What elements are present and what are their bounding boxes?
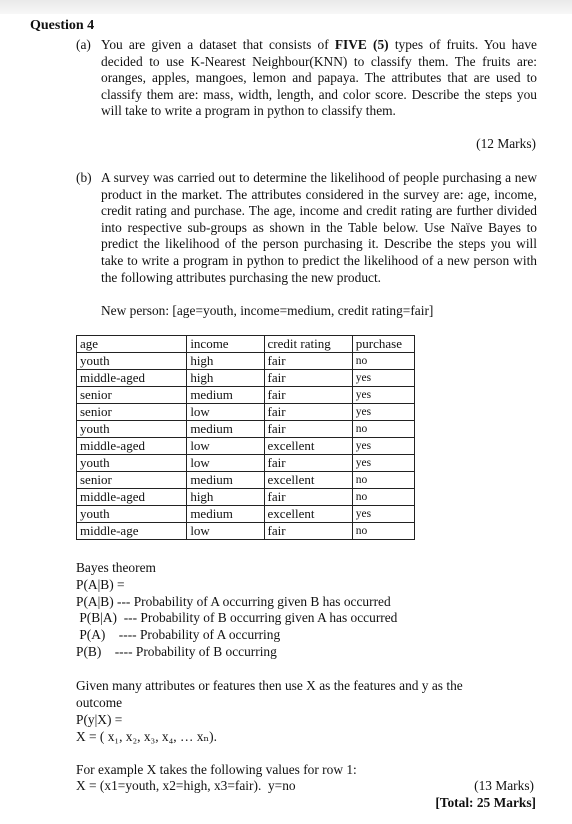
part-a-marks: (12 Marks) [476,136,536,151]
example-line-1: For example X takes the following values for row 1: [76,762,357,777]
table-cell: excellent [264,506,352,523]
table-cell: yes [352,404,414,421]
table-cell: high [187,353,264,370]
table-row [77,404,415,421]
table-cell: yes [352,387,414,404]
bayes-formula: P(A|B) = [76,577,125,592]
table-cell: no [352,472,414,489]
table-row [77,353,415,370]
table-row [77,489,415,506]
table-cell: medium [187,472,264,489]
table-cell: excellent [264,472,352,489]
table-cell: senior [77,387,187,404]
table-cell: no [352,353,414,370]
table-cell: fair [264,353,352,370]
table-cell: middle-age [77,523,187,540]
table-row [77,455,415,472]
table-cell: yes [352,455,414,472]
question-title: Question 4 [30,18,95,33]
table-cell: fair [264,455,352,472]
table-cell: middle-aged [77,438,187,455]
table-header-cell: credit rating [264,336,352,353]
features-line-2: outcome [76,695,123,710]
table-cell: fair [264,370,352,387]
part-b-marks: (13 Marks) [474,778,534,793]
table-cell: yes [352,438,414,455]
table-cell: no [352,489,414,506]
table-cell: yes [352,370,414,387]
table-cell: youth [77,353,187,370]
part-a-text-suffix: types of fruits. You have decided to use K-Nearest Neighbour(KNN) to classify them. The fruits are: oranges, apples, mangoes, lemon and papaya. The attributes that are used to classify them are: mass, width, length, and color score. Describe the steps you will take to write a program in python to classify them. [101,37,537,119]
part-b-text: A survey was carried out to determine the likelihood of people purchasing a new product in the market. The attributes considered in the survey are: age, income, credit rating and purchase. The age, income and credit rating are further divided into respective sub-groups as shown in the Table below. Use Naïve Bayes to predict the likelihood of the person purchasing it. Describe the steps you will take to write a program in python to predict the likelihood of a new person with the following attributes purchasing the new product. [101,170,537,285]
table-header-cell: purchase [352,336,414,353]
table-cell: high [187,370,264,387]
table-cell: medium [187,387,264,404]
part-a-text-bold: FIVE (5) [334,37,389,52]
table-row [77,387,415,404]
table-cell: fair [264,404,352,421]
table-cell: low [187,404,264,421]
table-cell: senior [77,404,187,421]
table-header-cell: age [77,336,187,353]
table-cell: middle-aged [77,370,187,387]
table-cell: fair [264,421,352,438]
table-cell: youth [77,455,187,472]
table-row [77,421,415,438]
new-person-line: New person: [age=youth, income=medium, credit rating=fair] [101,303,434,318]
bayes-def-4: P(B) ---- Probability of B occurring [76,644,277,659]
table-cell: yes [352,506,414,523]
table-cell: fair [264,489,352,506]
top-shade [0,0,572,14]
bayes-title: Bayes theorem [76,560,156,575]
table-header-row [77,336,415,353]
table-cell: low [187,438,264,455]
table-cell: low [187,523,264,540]
table-cell: fair [264,387,352,404]
table-row [77,370,415,387]
table-cell: high [187,489,264,506]
table-cell: senior [77,472,187,489]
features-formula: P(y|X) = [76,712,123,727]
table-row [77,438,415,455]
table-cell: youth [77,421,187,438]
part-a-text-prefix: You are given a dataset that consists of [101,37,335,52]
table-row [77,506,415,523]
table-cell: excellent [264,438,352,455]
table-cell: middle-aged [77,489,187,506]
bayes-def-3: P(A) ---- Probability of A occurring [76,627,281,642]
part-b-label: (b) [76,170,92,185]
bayes-def-2: P(B|A) --- Probability of B occurring given A has occurred [76,610,398,625]
table-cell: low [187,455,264,472]
table-row [77,472,415,489]
table-cell: youth [77,506,187,523]
table-cell: no [352,421,414,438]
features-x-def: X = ( x₁, x₂, x₃, x₄, … xₙ). [76,729,217,744]
table-header-cell: income [187,336,264,353]
bayes-def-1: P(A|B) --- Probability of A occurring given B has occurred [76,594,391,609]
total-marks: [Total: 25 Marks] [435,795,536,810]
table-cell: no [352,523,414,540]
table-row [77,523,415,540]
part-a-label: (a) [76,37,91,52]
table-cell: fair [264,523,352,540]
table-cell: medium [187,421,264,438]
part-a-text [101,37,537,120]
survey-table [76,335,415,540]
features-line-1: Given many attributes or features then use X as the features and y as the [76,678,463,693]
example-line-2: X = (x1=youth, x2=high, x3=fair). y=no [76,778,296,793]
table-cell: medium [187,506,264,523]
